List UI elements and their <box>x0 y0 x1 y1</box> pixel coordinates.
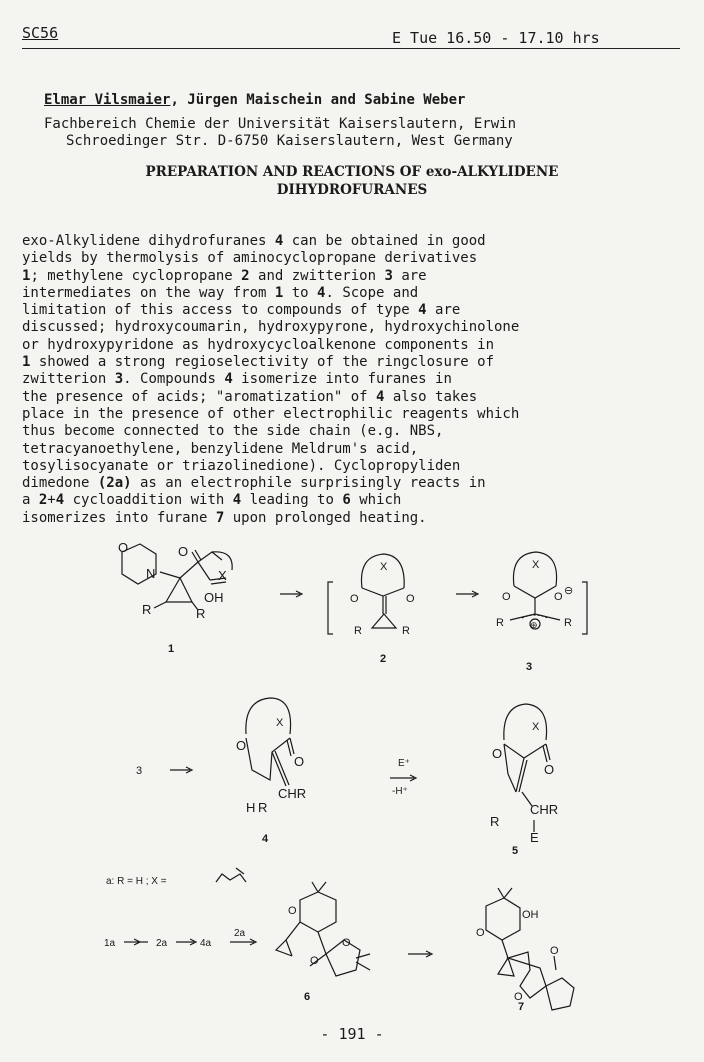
abstract-line: thus become connected to the side chain (e.g. NBS, <box>22 423 444 440</box>
paper-title-line-2: DIHYDROFURANES <box>276 182 428 198</box>
abstract-line: isomerizes into furane 7 upon prolonged heating. <box>22 509 427 526</box>
atom-label: R <box>490 814 500 829</box>
atom-label: R <box>142 602 152 617</box>
abstract-line: 1; methylene cyclopropane 2 and zwitterion 3 are <box>22 267 427 284</box>
atom-label: O <box>544 762 555 777</box>
atom-label: O <box>406 593 415 605</box>
session-code: SC56 <box>22 24 59 42</box>
bracket-left <box>328 582 333 634</box>
abstract-line: tetracyanoethylene, benzylidene Meldrum's acid, <box>22 440 419 457</box>
compound-number-3: 3 <box>526 661 533 673</box>
atom-label: O <box>342 937 351 949</box>
atom-label: O <box>492 746 503 761</box>
atom-label: R <box>196 606 206 621</box>
compound-number-1: 1 <box>168 643 175 655</box>
abstract-line: 1 showed a strong regioselectivity of the ringclosure of <box>22 354 495 371</box>
abstract <box>22 233 682 527</box>
abstract-line: yields by thermolysis of aminocyclopropane derivatives <box>22 250 478 267</box>
compound-numbers <box>168 643 532 1013</box>
atom-label: R <box>354 625 362 637</box>
compound-ref: 4 <box>274 233 284 249</box>
compound-ref: 4 <box>376 388 385 405</box>
abstract-line: exo-Alkylidene dihydrofuranes 4 can be obtained in good <box>22 233 486 249</box>
atom-label: O <box>502 591 511 603</box>
atom-label: O <box>554 591 563 603</box>
scheme-labels <box>104 540 573 1003</box>
anion-charge-label: ⊖ <box>564 585 574 597</box>
abstract-line: intermediates on the way from 1 to 4. Scope and <box>22 284 419 301</box>
presenting-author: Elmar Vilsmaier <box>44 92 171 108</box>
compound-ref: 1 <box>274 284 284 301</box>
compound-number-2: 2 <box>380 653 387 665</box>
reagent-proton-loss: -H⁺ <box>392 786 408 797</box>
author-line <box>44 92 465 108</box>
atom-label: O <box>236 738 247 753</box>
atom-label: O <box>350 593 359 605</box>
co-authors: , Jürgen Maischein and Sabine Weber <box>170 92 466 108</box>
cyclopropane-ring-2 <box>372 614 396 628</box>
reaction-scheme <box>0 530 704 1020</box>
atom-label: R <box>402 625 410 637</box>
ring-5 <box>504 704 547 740</box>
compound-ref: 7 <box>215 509 225 526</box>
ring-4 <box>246 698 291 734</box>
atom-label: R <box>496 617 504 629</box>
atom-label: O <box>294 754 305 769</box>
abstract-line: dimedone (2a) as an electrophile surprisingly reacts in <box>22 475 486 492</box>
compound-ref: 3 <box>114 371 124 388</box>
cyclopropane-ring-1 <box>166 578 192 602</box>
abstract-line: limitation of this access to compounds of type 4 are <box>22 302 461 319</box>
atom-label: E <box>530 830 539 845</box>
affiliation-line-1: Fachbereich Chemie der Universität Kaiserslautern, Erwin <box>44 116 517 132</box>
atom-label: O <box>550 945 559 957</box>
side-chain-label: CHR <box>278 786 307 801</box>
bracket-right <box>582 582 587 634</box>
compound-ref: 6 <box>342 492 351 509</box>
compound-ref: 4 <box>418 302 427 319</box>
atom-label: O <box>178 544 189 559</box>
dimedone-ring-7 <box>486 898 520 940</box>
abstract-line: zwitterion 3. Compounds 4 isomerize into furanes in <box>22 371 452 388</box>
sequence-2a: 2a <box>156 938 168 949</box>
atom-label: O <box>476 927 485 939</box>
abstract-line: or hydroxypyridone as hydroxycycloalkenone components in <box>22 336 495 353</box>
compound-ref: 2 <box>241 267 250 284</box>
abstract-line: discussed; hydroxycoumarin, hydroxypyrone, hydroxychinolone <box>22 319 520 336</box>
sequence-1a: 1a <box>104 938 116 949</box>
structure-bonds <box>122 544 587 1010</box>
dimedone-ring-6 <box>300 892 336 932</box>
compound-number-5: 5 <box>512 845 519 857</box>
compound-number-4: 4 <box>262 833 269 845</box>
compound-number-7: 7 <box>518 1001 525 1013</box>
affiliation-line-2: Schroedinger Str. D-6750 Kaiserslautern, West Germany <box>66 133 513 149</box>
abstract-line: tosylisocyanate or triazolinedione). Cyclopropyliden <box>22 457 461 474</box>
abstract-line: a 2+4 cycloaddition with 4 leading to 6 which <box>22 492 402 509</box>
atom-label: X <box>218 568 227 583</box>
page-number: - 191 - <box>320 1025 384 1043</box>
atom-label: R <box>564 617 572 629</box>
reagent-over-arrow: 2a <box>234 928 246 939</box>
atom-label: N <box>146 566 156 581</box>
compound-ref: 4 <box>55 492 65 509</box>
reagent-electrophile: E⁺ <box>398 758 410 769</box>
compound-ref: (2a) <box>97 475 132 492</box>
compound-ref: 1 <box>22 354 31 371</box>
atom-label: O <box>118 540 129 555</box>
substituent-x <box>216 874 246 882</box>
atom-label: X <box>276 717 284 729</box>
compound-ref: 4 <box>232 492 242 509</box>
hydroxy-label: OH <box>522 909 539 921</box>
paper-title-line-1: PREPARATION AND REACTIONS OF exo-ALKYLIDENE <box>145 164 559 180</box>
atom-label: O <box>310 955 319 967</box>
abstract-line: the presence of acids; "aromatization" of 4 also takes <box>22 388 478 405</box>
cation-charge-label: ⊕ <box>530 620 538 630</box>
reference-compound-label: 3 <box>136 765 143 777</box>
compound-ref: 1 <box>22 267 31 284</box>
compound-ref: 2 <box>38 492 48 509</box>
atom-label: X <box>532 721 540 733</box>
atom-label: R <box>258 800 268 815</box>
compound-ref: 4 <box>224 371 233 388</box>
atom-label: O <box>288 905 297 917</box>
session-schedule: E Tue 16.50 - 17.10 hrs <box>392 29 600 47</box>
compound-number-6: 6 <box>304 991 311 1003</box>
side-chain-label: CHR <box>530 802 559 817</box>
atom-label: O <box>514 991 523 1003</box>
compound-ref: 3 <box>384 267 393 284</box>
compound-ref: 4 <box>317 284 326 301</box>
abstract-line: place in the presence of other electrophilic reagents which <box>22 405 520 422</box>
atom-label: H <box>246 800 256 815</box>
sequence-4a: 4a <box>200 938 212 949</box>
hydroxy-label: OH <box>204 590 224 605</box>
header-rule <box>22 48 680 49</box>
variant-definition: a: R = H ; X = <box>106 876 167 887</box>
atom-label: X <box>532 559 540 571</box>
atom-label: X <box>380 561 388 573</box>
